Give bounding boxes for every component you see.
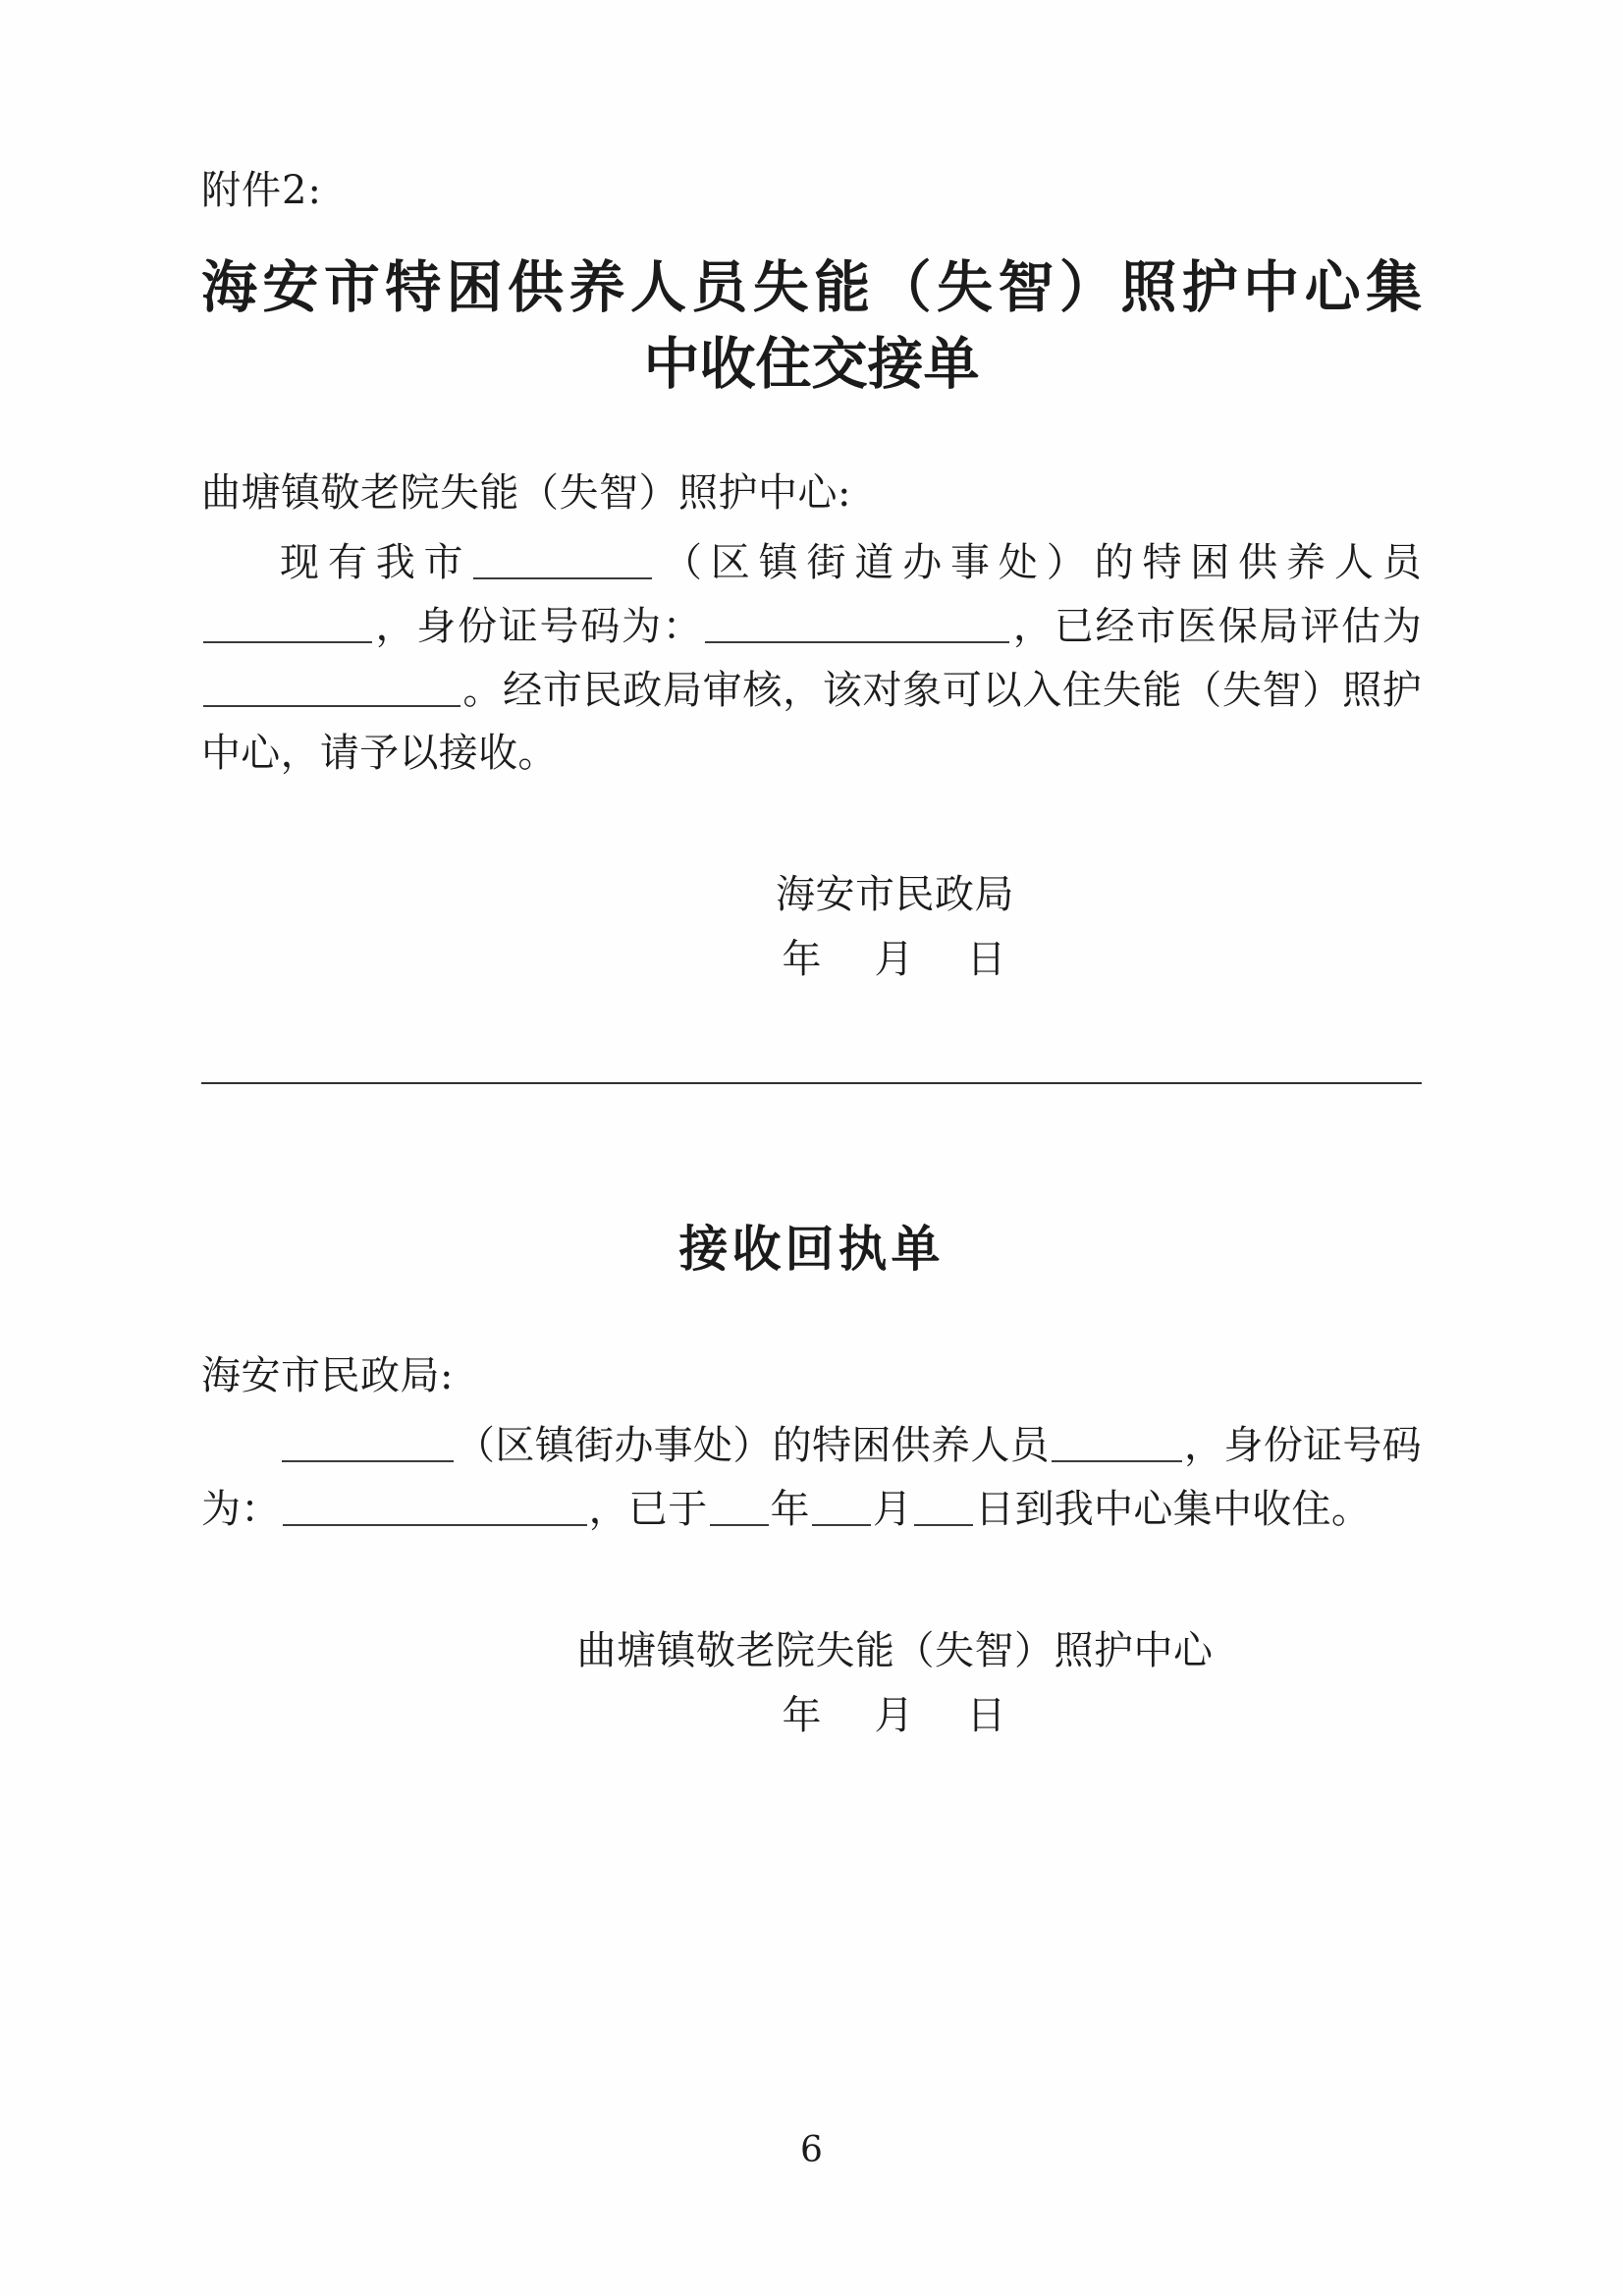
receipt-body-seg-5: 月 <box>872 1487 913 1533</box>
transfer-name-blank[interactable] <box>203 641 372 643</box>
transfer-date-month: 月 <box>874 937 916 983</box>
transfer-signature-date <box>201 927 1422 992</box>
page-number: 6 <box>800 2130 823 2170</box>
transfer-assessment-blank[interactable] <box>203 705 460 707</box>
transfer-date-day: 日 <box>966 937 1008 983</box>
page-title-line-1: 海安市特困供养人员失能（失智）照护中心集 <box>201 254 1422 320</box>
transfer-addressee: 曲塘镇敬老院失能（失智）照护中心: <box>201 470 851 517</box>
receipt-name-blank[interactable] <box>1052 1460 1182 1462</box>
receipt-title: 接收回执单 <box>678 1220 945 1279</box>
transfer-body-seg-5: 。经市民政局审核，该对象可以入住失能（失智）照护中心，请予以接收。 <box>201 667 1422 777</box>
section-divider <box>201 1082 1422 1084</box>
receipt-addressee: 海安市民政局: <box>201 1353 454 1399</box>
receipt-signature-org: 曲塘镇敬老院失能（失智）照护中心 <box>576 1627 1214 1673</box>
transfer-body-seg-2: （区镇街道办事处）的特困供养人员 <box>654 540 1422 586</box>
receipt-date-year: 年 <box>782 1692 824 1738</box>
transfer-signature-org: 海安市民政局 <box>776 872 1014 918</box>
transfer-body-seg-1: 现有我市 <box>280 540 472 586</box>
page-title-line-2: 中收住交接单 <box>643 330 980 397</box>
receipt-day-blank[interactable] <box>914 1524 973 1526</box>
transfer-body-seg-4: ，已经市医保局评估为 <box>1011 603 1423 649</box>
transfer-body-seg-3: ，身份证号码为： <box>374 603 704 649</box>
receipt-date-day: 日 <box>966 1692 1008 1738</box>
receipt-body <box>201 1414 1422 1542</box>
receipt-date-month: 月 <box>874 1692 916 1738</box>
transfer-township-blank[interactable] <box>473 577 652 579</box>
transfer-signature <box>201 862 1422 992</box>
receipt-year-blank[interactable] <box>710 1524 769 1526</box>
receipt-body-seg-2: ，身份证号码为： <box>201 1423 1422 1533</box>
transfer-body <box>201 531 1422 786</box>
receipt-signature <box>201 1618 1422 1748</box>
transfer-date-year: 年 <box>782 937 824 983</box>
attachment-label: 附件2: <box>201 168 322 213</box>
receipt-body-seg-3: ，已于 <box>588 1487 708 1533</box>
receipt-township-blank[interactable] <box>282 1460 454 1462</box>
page-title <box>201 249 1422 402</box>
receipt-id-number-blank[interactable] <box>283 1524 587 1526</box>
receipt-body-seg-4: 年 <box>770 1487 810 1533</box>
receipt-body-seg-1: （区镇街办事处）的特困供养人员 <box>456 1423 1050 1469</box>
receipt-signature-date <box>201 1683 1422 1748</box>
receipt-section <box>201 1210 1422 1748</box>
receipt-month-blank[interactable] <box>812 1524 871 1526</box>
receipt-body-seg-6: 日到我中心集中收住。 <box>975 1487 1372 1533</box>
transfer-id-number-blank[interactable] <box>705 641 1009 643</box>
